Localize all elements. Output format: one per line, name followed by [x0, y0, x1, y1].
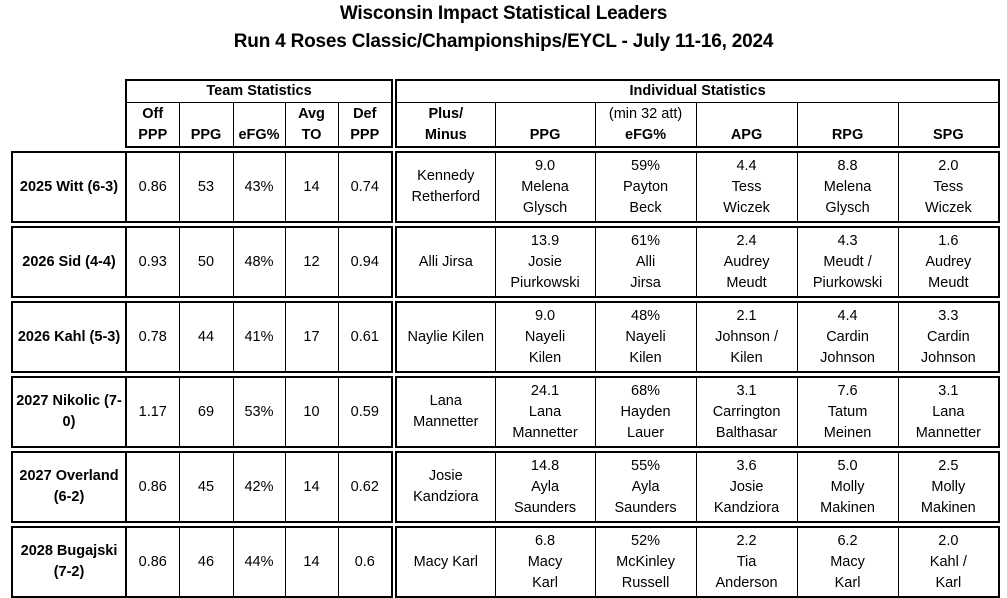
individual-ind-efg-line: Saunders: [614, 499, 677, 516]
team-stat-avg-to: 12: [285, 227, 338, 297]
individual-ind-apg-line: Kilen: [730, 349, 763, 366]
individual-ind-apg: [696, 527, 797, 597]
individual-col-header-line: [496, 104, 595, 125]
individual-ind-spg-line: Johnson: [920, 349, 976, 366]
team-stat-efg: 42%: [233, 452, 285, 522]
team-stat-def-ppp: 0.74: [338, 152, 392, 222]
individual-col-header-line: Plus/: [428, 105, 464, 122]
individual-ind-efg: [595, 227, 696, 297]
team-col-header-line: [234, 104, 285, 125]
individual-ind-rpg: [797, 302, 898, 372]
team-col-header: [126, 103, 179, 148]
individual-ind-apg-line: Tess: [731, 178, 762, 195]
individual-ind-ppg-line: 6.8: [534, 532, 556, 549]
individual-col-header-line: Minus: [424, 126, 467, 143]
individual-ind-efg-line: 59%: [631, 157, 661, 174]
page-title: Wisconsin Impact Statistical Leaders: [339, 3, 668, 24]
individual-ind-spg-line: 2.0: [938, 532, 959, 549]
individual-ind-apg-line: Johnson /: [715, 328, 778, 345]
individual-ind-spg: [898, 377, 999, 447]
individual-col-header-line: [697, 104, 797, 125]
team-name-line: 0): [62, 414, 76, 430]
individual-ind-apg-line: 2.1: [736, 307, 757, 324]
individual-ind-ppg-line: 13.9: [530, 232, 560, 249]
team-col-header-line: Avg: [298, 105, 325, 122]
individual-ind-apg: [696, 452, 797, 522]
team-stat-ppg: 44: [179, 302, 233, 372]
team-name: [12, 452, 126, 522]
individual-ind-ppg-line: 9.0: [534, 157, 556, 174]
individual-ind-efg-line: Alli: [635, 253, 656, 270]
table-row: [12, 302, 999, 372]
individual-ind-ppg: [495, 452, 595, 522]
team-stat-def-ppp: 0.59: [338, 377, 392, 447]
individual-ind-rpg: [797, 452, 898, 522]
team-stats-header: Team Statistics: [126, 80, 392, 103]
individual-ind-spg-line: Lana: [932, 403, 965, 420]
individual-ind-apg-line: Josie: [729, 478, 764, 495]
team-stat-def-ppp: 0.62: [338, 452, 392, 522]
individual-ind-apg-line: Meudt: [726, 274, 767, 291]
team-stat-ppg: 69: [179, 377, 233, 447]
team-col-header-line: TO: [301, 126, 322, 143]
individual-ind-efg-line: Payton: [622, 178, 669, 195]
table-row: [12, 452, 999, 522]
individual-ind-spg-line: Karl: [935, 574, 962, 591]
individual-ind-efg-line: Jirsa: [630, 274, 661, 291]
individual-ind-apg-line: Wiczek: [723, 199, 770, 216]
team-name-line: 2028 Bugajski: [20, 543, 118, 559]
individual-ind-spg: [898, 452, 999, 522]
individual-col-header: [696, 103, 797, 148]
individual-col-header-line: RPG: [831, 126, 864, 143]
individual-ind-efg: [595, 302, 696, 372]
individual-ind-ppg: [495, 527, 595, 597]
individual-ind-ppg-line: Glysch: [522, 199, 568, 216]
individual-plus-minus: [396, 527, 495, 597]
individual-ind-rpg-line: 8.8: [837, 157, 858, 174]
individual-ind-ppg-line: 14.8: [530, 457, 560, 474]
individual-ind-spg-line: Makinen: [920, 499, 976, 516]
team-col-header-line: PPP: [350, 126, 380, 143]
team-stat-def-ppp: 0.94: [338, 227, 392, 297]
individual-ind-efg-line: Lauer: [627, 424, 665, 441]
individual-ind-spg: [898, 227, 999, 297]
individual-ind-rpg-line: Macy: [830, 553, 865, 570]
individual-ind-apg: [696, 152, 797, 222]
corner-blank: [12, 103, 126, 148]
individual-ind-ppg-line: Mannetter: [512, 424, 578, 441]
team-stat-off-ppp: 0.78: [126, 302, 179, 372]
individual-ind-spg-line: Meudt: [928, 274, 969, 291]
individual-ind-efg-line: Kilen: [629, 349, 662, 366]
individual-ind-efg-line: 52%: [631, 532, 661, 549]
team-stat-off-ppp: 0.86: [126, 452, 179, 522]
team-col-header-line: Off: [142, 105, 164, 122]
individual-ind-ppg-line: Lana: [528, 403, 562, 420]
individual-ind-apg-line: 3.6: [736, 457, 757, 474]
individual-ind-efg-line: 68%: [631, 382, 661, 399]
team-stat-ppg: 53: [179, 152, 233, 222]
team-name-line: 2027 Nikolic (7-: [16, 393, 122, 409]
team-stat-off-ppp: 0.93: [126, 227, 179, 297]
individual-ind-rpg-line: Makinen: [820, 499, 875, 516]
team-stat-efg: 41%: [233, 302, 285, 372]
individual-plus-minus-line: Macy Karl: [413, 553, 479, 570]
individual-ind-apg: [696, 302, 797, 372]
page-subtitle: Run 4 Roses Classic/Championships/EYCL - July 11-16, 2024: [233, 31, 774, 52]
individual-ind-rpg-line: Cardin: [826, 328, 869, 345]
individual-ind-ppg: [495, 377, 595, 447]
individual-ind-rpg-line: Johnson: [820, 349, 875, 366]
individual-plus-minus-line: Lana: [429, 393, 462, 409]
individual-ind-apg-line: Anderson: [715, 574, 778, 591]
individual-ind-efg-line: Russell: [621, 574, 670, 591]
individual-ind-spg: [898, 302, 999, 372]
individual-ind-spg-line: Tess: [933, 178, 964, 195]
individual-ind-apg-line: 2.4: [736, 232, 757, 249]
team-name: 2026 Sid (4-4): [12, 227, 126, 297]
individual-ind-spg-line: Mannetter: [915, 424, 981, 441]
individual-ind-apg-line: 2.2: [736, 532, 757, 549]
individual-ind-efg: [595, 377, 696, 447]
team-stat-efg: 48%: [233, 227, 285, 297]
individual-ind-ppg-line: Melena: [521, 178, 569, 195]
individual-ind-ppg-line: 24.1: [530, 382, 560, 399]
individual-ind-rpg-line: Molly: [830, 478, 865, 495]
individual-plus-minus: [396, 227, 495, 297]
individual-ind-ppg-line: Josie: [528, 253, 562, 270]
individual-ind-rpg-line: 6.2: [837, 532, 858, 549]
individual-plus-minus: [396, 152, 495, 222]
table-row: [12, 377, 999, 447]
table-row: [12, 152, 999, 222]
individual-plus-minus: [396, 377, 495, 447]
individual-ind-ppg-line: Karl: [532, 574, 558, 591]
team-stat-ppg: 50: [179, 227, 233, 297]
individual-ind-apg-line: Carrington: [712, 403, 781, 420]
individual-ind-apg-line: Balthasar: [715, 424, 778, 441]
individual-ind-ppg: [495, 227, 595, 297]
individual-ind-efg-line: 55%: [631, 457, 661, 474]
individual-ind-rpg: [797, 377, 898, 447]
team-stat-avg-to: 14: [285, 152, 338, 222]
statistics-table: [11, 79, 1000, 598]
team-col-header-line: PPP: [138, 126, 168, 143]
individual-ind-efg: [595, 152, 696, 222]
individual-plus-minus: [396, 302, 495, 372]
individual-col-header: [898, 103, 999, 148]
individual-ind-apg-line: Tia: [736, 553, 757, 570]
individual-ind-spg-line: Cardin: [926, 328, 970, 345]
individual-ind-ppg-line: 9.0: [534, 307, 556, 324]
team-name: 2026 Kahl (5-3): [12, 302, 126, 372]
individual-ind-rpg-line: Tatum: [827, 403, 868, 420]
individual-plus-minus-line: Alli Jirsa: [418, 253, 473, 270]
individual-ind-apg-line: 3.1: [736, 382, 757, 399]
individual-ind-rpg-line: Melena: [823, 178, 872, 195]
team-stat-efg: 53%: [233, 377, 285, 447]
individual-ind-spg-line: 1.6: [938, 232, 959, 249]
individual-col-header-line: eFG%: [625, 126, 667, 143]
individual-ind-spg-line: 3.1: [938, 382, 959, 399]
team-col-header-line: Def: [353, 105, 377, 122]
individual-col-header-line: [798, 104, 898, 125]
team-stat-ppg: 45: [179, 452, 233, 522]
individual-ind-spg-line: Kahl /: [929, 553, 967, 570]
individual-plus-minus-line: Naylie Kilen: [407, 328, 485, 345]
individual-ind-efg: [595, 452, 696, 522]
individual-ind-spg-line: 3.3: [938, 307, 959, 324]
individual-ind-ppg-line: Macy: [527, 553, 563, 570]
individual-col-header-line: (min 32 att): [608, 105, 683, 122]
team-col-header: [338, 103, 392, 148]
individual-ind-apg-line: Audrey: [723, 253, 770, 270]
individual-ind-rpg: [797, 227, 898, 297]
individual-stats-header: Individual Statistics: [396, 80, 999, 103]
individual-ind-rpg-line: Meudt /: [823, 253, 872, 270]
team-stat-efg: 44%: [233, 527, 285, 597]
individual-ind-apg-line: 4.4: [736, 157, 757, 174]
individual-ind-efg-line: Hayden: [620, 403, 671, 420]
individual-col-header-line: [899, 104, 999, 125]
individual-ind-rpg-line: 7.6: [837, 382, 858, 399]
individual-col-header: [595, 103, 696, 148]
individual-col-header-line: APG: [730, 126, 763, 143]
individual-plus-minus-line: Kandziora: [413, 489, 479, 505]
individual-ind-apg-line: Kandziora: [713, 499, 780, 516]
individual-ind-ppg: [495, 152, 595, 222]
individual-ind-spg-line: Wiczek: [924, 199, 972, 216]
individual-plus-minus: [396, 452, 495, 522]
team-name: [12, 527, 126, 597]
individual-ind-ppg-line: Saunders: [514, 499, 577, 516]
individual-col-header-line: SPG: [933, 126, 964, 143]
corner-blank: [12, 80, 126, 103]
team-name-line: (7-2): [53, 564, 85, 580]
individual-col-header: [495, 103, 595, 148]
individual-ind-apg: [696, 227, 797, 297]
team-stat-avg-to: 14: [285, 527, 338, 597]
team-name-line: (6-2): [53, 489, 85, 505]
team-stat-avg-to: 17: [285, 302, 338, 372]
team-name: 2025 Witt (6-3): [12, 152, 126, 222]
individual-ind-ppg-line: Piurkowski: [510, 274, 580, 291]
team-col-header: [179, 103, 233, 148]
team-stat-avg-to: 14: [285, 452, 338, 522]
individual-col-header-line: PPG: [529, 126, 561, 143]
individual-ind-rpg-line: 4.3: [837, 232, 858, 249]
team-name-line: 2027 Overland: [19, 468, 119, 484]
team-col-header: [233, 103, 285, 148]
individual-ind-efg-line: Ayla: [631, 478, 660, 495]
individual-plus-minus-line: Retherford: [411, 189, 481, 205]
individual-ind-efg: [595, 527, 696, 597]
individual-col-header: [797, 103, 898, 148]
team-stat-off-ppp: 0.86: [126, 527, 179, 597]
individual-ind-spg: [898, 152, 999, 222]
individual-ind-ppg: [495, 302, 595, 372]
individual-ind-spg-line: Molly: [931, 478, 966, 495]
individual-ind-apg: [696, 377, 797, 447]
team-col-header-line: eFG%: [238, 126, 280, 143]
team-stat-avg-to: 10: [285, 377, 338, 447]
individual-ind-efg-line: 48%: [631, 307, 661, 324]
team-stat-def-ppp: 0.6: [338, 527, 392, 597]
individual-col-header: [396, 103, 495, 148]
team-stat-ppg: 46: [179, 527, 233, 597]
individual-ind-ppg-line: Kilen: [528, 349, 562, 366]
table-row: [12, 527, 999, 597]
individual-plus-minus-line: Josie: [428, 468, 463, 484]
individual-ind-efg-line: Nayeli: [625, 328, 666, 345]
individual-ind-spg-line: 2.5: [938, 457, 959, 474]
individual-ind-spg-line: 2.0: [938, 157, 959, 174]
individual-ind-efg-line: McKinley: [616, 553, 675, 570]
team-stat-efg: 43%: [233, 152, 285, 222]
individual-ind-rpg-line: 4.4: [837, 307, 858, 324]
individual-ind-rpg-line: 5.0: [837, 457, 858, 474]
team-col-header-line: PPG: [190, 126, 222, 143]
individual-plus-minus-line: Kennedy: [417, 168, 475, 184]
table-row: [12, 227, 999, 297]
individual-ind-efg-line: Beck: [629, 199, 662, 216]
individual-ind-spg: [898, 527, 999, 597]
individual-ind-rpg: [797, 527, 898, 597]
individual-ind-rpg-line: Glysch: [825, 199, 870, 216]
individual-ind-efg-line: 61%: [631, 232, 661, 249]
individual-ind-rpg-line: Piurkowski: [812, 274, 883, 291]
individual-ind-spg-line: Audrey: [925, 253, 972, 270]
team-stat-def-ppp: 0.61: [338, 302, 392, 372]
individual-plus-minus-line: Mannetter: [413, 414, 479, 430]
team-name: [12, 377, 126, 447]
team-col-header-line: [180, 104, 233, 125]
team-stat-off-ppp: 0.86: [126, 152, 179, 222]
team-stat-off-ppp: 1.17: [126, 377, 179, 447]
individual-ind-ppg-line: Nayeli: [524, 328, 566, 345]
individual-ind-rpg: [797, 152, 898, 222]
individual-ind-ppg-line: Ayla: [531, 478, 560, 495]
individual-ind-rpg-line: Meinen: [823, 424, 872, 441]
individual-ind-rpg-line: Karl: [834, 574, 861, 591]
team-col-header: [285, 103, 338, 148]
